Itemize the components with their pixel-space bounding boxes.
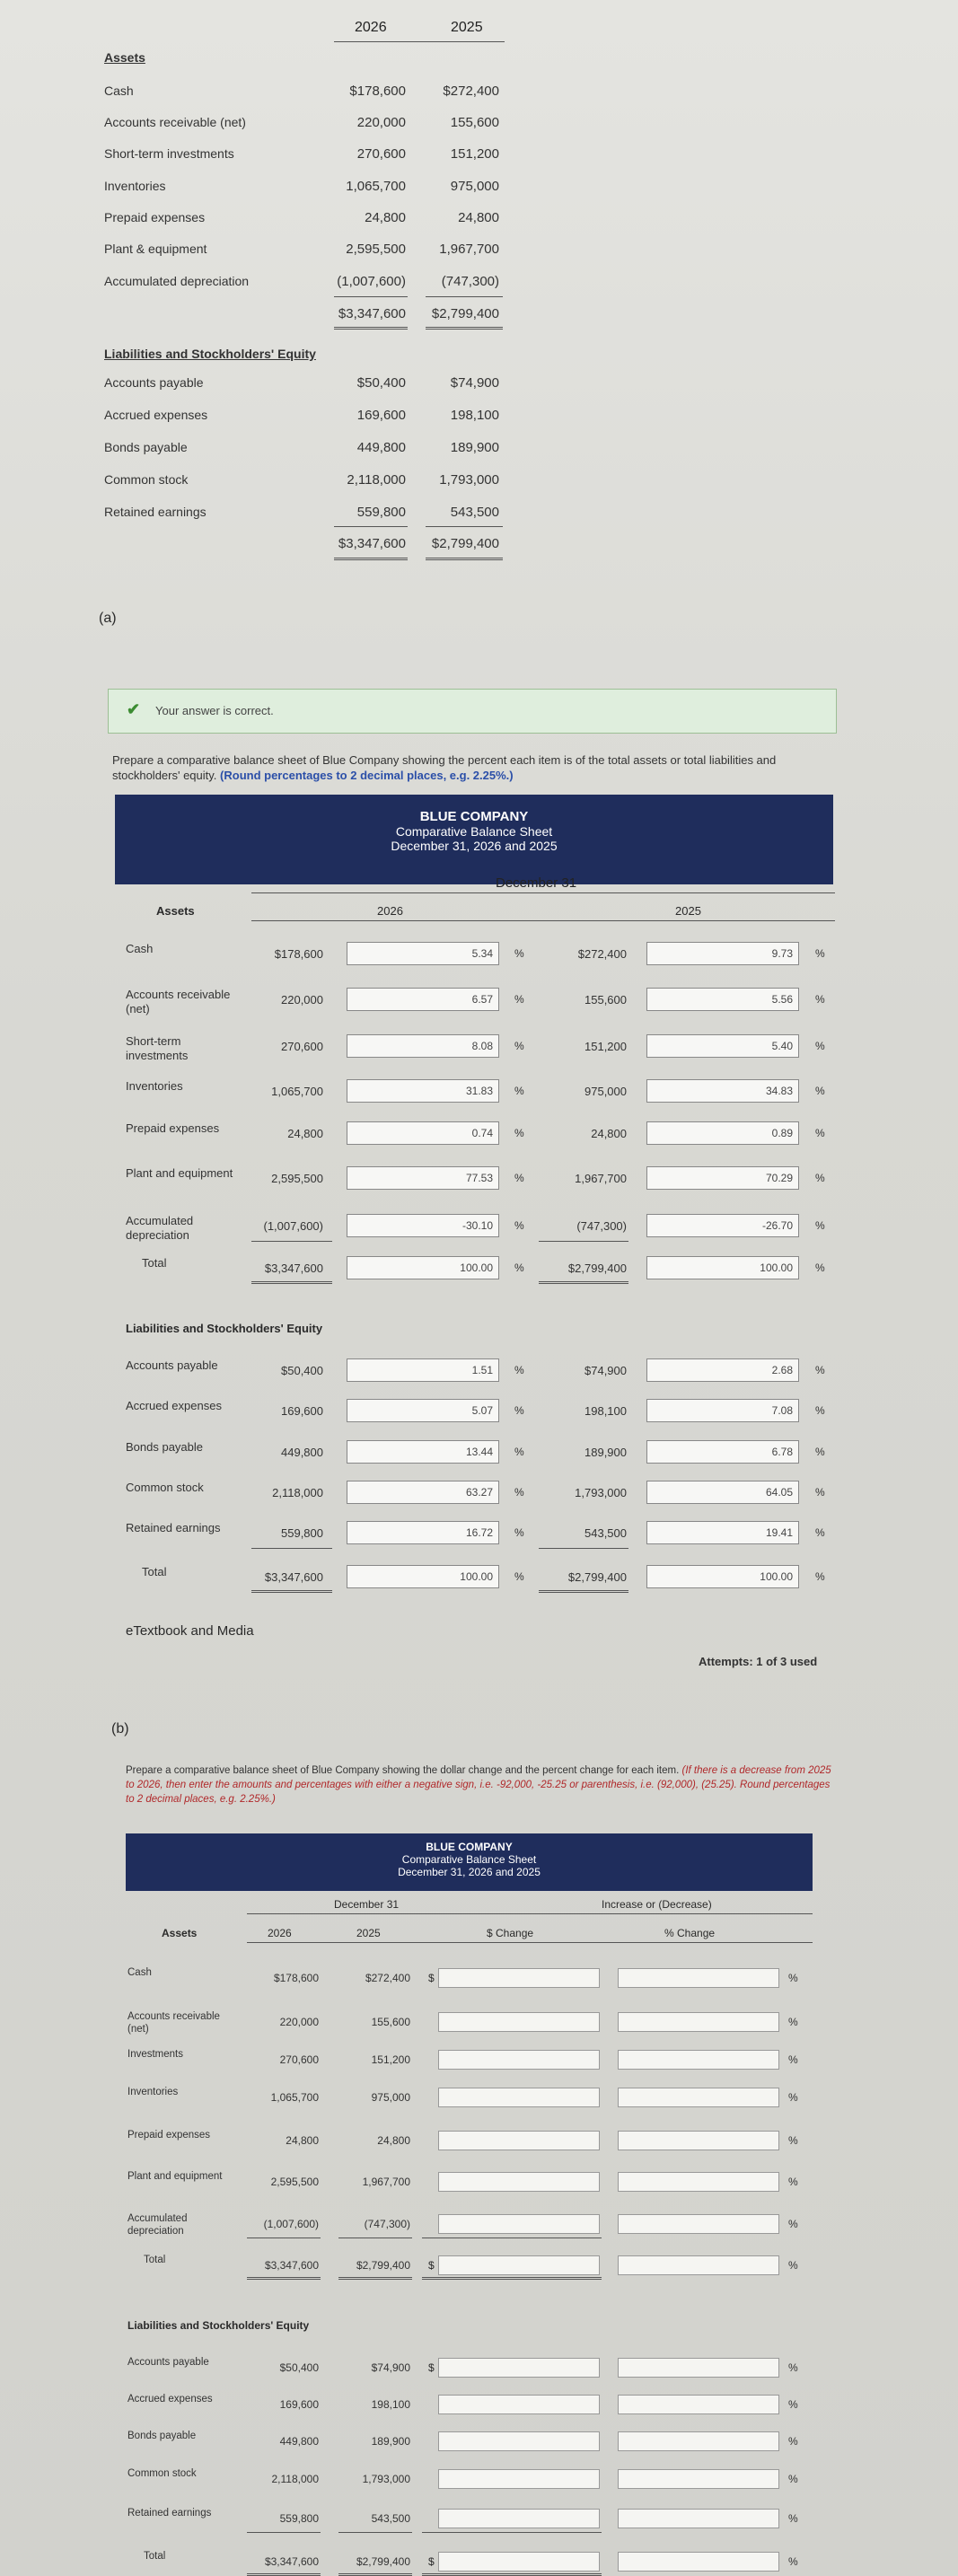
part-b-amount-2026: 449,800 (279, 2435, 319, 2448)
part-a-amount-2026: 449,800 (281, 1446, 323, 1459)
part-a-year-rule (251, 920, 835, 921)
part-a-amount-2026: $3,347,600 (264, 1262, 323, 1275)
part-b-amount-2025: 198,100 (371, 2398, 410, 2411)
part-a-pct-sign: % (815, 1404, 825, 1417)
top-asset-label: Cash (104, 84, 134, 98)
part-b-dollar-change-input[interactable] (438, 2131, 600, 2150)
top-assets-total-2026: $3,347,600 (338, 306, 406, 321)
part-b-row-label: Prepaid expenses (127, 2130, 211, 2141)
top-asset-2026: $178,600 (349, 84, 406, 99)
part-a-pct-2026-input[interactable]: 100.00 (347, 1565, 499, 1588)
part-b-instruction (126, 1763, 835, 1807)
part-b-2025: 2025 (356, 1927, 381, 1939)
top-asset-label: Plant & equipment (104, 242, 207, 256)
part-a-pct-2025-input[interactable]: -26.70 (646, 1214, 799, 1237)
part-b-dollar-change: $ Change (487, 1927, 534, 1939)
part-b-amount-2025: 151,200 (371, 2053, 410, 2066)
top-liab-2026: 2,118,000 (347, 472, 406, 488)
part-b-incdec: Increase or (Decrease) (602, 1898, 712, 1911)
part-a-row-label: Accounts payable (126, 1358, 218, 1372)
part-a-amount-2025: 975,000 (584, 1085, 627, 1098)
part-b-dollar-change-input[interactable] (438, 2552, 600, 2572)
part-b-instruction-red: (If there is a decrease from 2025 to 2026, then enter the amounts and percentages with either a negative sign, i.e. -92,000, -25.25 or parenthesis, i.e. (92,000), (25.25). Round percentages to 2 decimal places, e.g. 2.25%.) (126, 1765, 831, 1805)
part-a-pct-sign: % (815, 1127, 825, 1139)
part-a-row-label: Total (142, 1565, 167, 1578)
part-a-pct-sign: % (815, 1219, 825, 1232)
part-b-row-label: Accrued expenses (127, 2394, 213, 2405)
top-header-rule (334, 41, 505, 42)
part-b-dollar-change-input[interactable] (438, 2012, 600, 2032)
part-a-title: Comparative Balance Sheet (395, 824, 553, 839)
top-liab-label: Bonds payable (104, 440, 188, 454)
part-b-dollar-sign: $ (428, 1972, 435, 1984)
part-a-amount-2026: $3,347,600 (264, 1570, 323, 1584)
part-b-pct-sign: % (788, 2512, 798, 2525)
top-asset-rule-2025 (426, 296, 503, 297)
part-a-row-label: Accrued expenses (126, 1399, 222, 1412)
part-a-pct-2025-input[interactable]: 7.08 (646, 1399, 799, 1422)
part-a-pct-2026-input[interactable]: 5.34 (347, 942, 499, 965)
part-a-pct-2026-input[interactable]: 100.00 (347, 1256, 499, 1279)
part-b-row-label: Cash (127, 1967, 152, 1978)
part-a-pct-2025-input[interactable]: 64.05 (646, 1481, 799, 1504)
part-b-dollar-sign: $ (428, 2555, 435, 2568)
part-b-total-rule (247, 2277, 321, 2280)
part-a-amount-2025: $2,799,400 (567, 1262, 627, 1275)
top-liab-label: Common stock (104, 472, 189, 487)
top-asset-2025: 975,000 (450, 179, 499, 194)
part-b-row-label: Accounts payable (127, 2357, 209, 2368)
top-asset-2026: 2,595,500 (346, 242, 406, 257)
part-a-pct-sign: % (514, 1404, 524, 1417)
part-a-total-rule-2026 (251, 1590, 332, 1593)
part-b-amount-2025: $272,400 (365, 1972, 410, 1984)
top-asset-2026: 270,600 (356, 146, 406, 162)
top-liab-label: Retained earnings (104, 505, 207, 519)
part-b-dollar-change-input[interactable] (438, 2395, 600, 2414)
part-a-pct-sign: % (815, 947, 825, 960)
part-b-year-rule (247, 1942, 813, 1943)
part-b-amount-2026: $3,347,600 (264, 2555, 319, 2568)
part-b-amount-2025: 155,600 (371, 2016, 410, 2028)
part-a-subtotal-rule (251, 1241, 332, 1242)
part-a-row-label: Short-term investments (126, 1034, 189, 1062)
part-a-dec31-rule (251, 892, 835, 893)
top-col-2025: 2025 (451, 20, 483, 35)
part-a-amount-2025: 151,200 (584, 1040, 627, 1053)
part-a-pct-sign: % (514, 993, 524, 1006)
part-a-amount-2025: 1,967,700 (575, 1172, 627, 1185)
part-a-pct-sign: % (514, 1127, 524, 1139)
part-b-amount-2025: 1,793,000 (362, 2473, 410, 2485)
top-asset-label: Accumulated depreciation (104, 274, 250, 288)
part-a-amount-2025: 198,100 (584, 1404, 627, 1418)
part-a-instruction-hint: (Round percentages to 2 decimal places, e.g. 2.25%.) (220, 769, 514, 782)
part-a-pct-2026-input[interactable]: 6.57 (347, 988, 499, 1011)
top-liab-label: Accounts payable (104, 375, 204, 390)
part-a-amount-2026: $50,400 (281, 1364, 323, 1377)
part-b-amount-2026: 2,595,500 (270, 2176, 319, 2188)
part-b-pct-sign: % (788, 2218, 798, 2230)
top-liab-2026: 449,800 (356, 440, 406, 455)
part-b-amount-2026: 270,600 (279, 2053, 319, 2066)
top-liab-2026: $50,400 (356, 375, 406, 391)
top-asset-2025: $272,400 (443, 84, 499, 99)
part-b-dollar-change-input[interactable] (438, 2214, 600, 2234)
part-b-total-rule (338, 2277, 412, 2280)
part-b-amount-2025: 975,000 (371, 2091, 410, 2104)
top-liabs-total-2025: $2,799,400 (431, 536, 499, 551)
top-asset-2025: (747,300) (441, 274, 499, 289)
part-b-pct-sign: % (788, 2134, 798, 2147)
top-liab-2025: $74,900 (450, 375, 499, 391)
top-asset-2026: 24,800 (365, 210, 406, 225)
part-b-pct-change-input[interactable] (618, 2255, 779, 2275)
part-b-dollar-change-input[interactable] (438, 2431, 600, 2451)
part-b-row-label: Accumulated depreciation (127, 2213, 188, 2237)
part-a-pct-sign: % (514, 1486, 524, 1499)
part-b-row-label: Total (144, 2551, 166, 2562)
part-a-pct-2026-input[interactable]: 13.44 (347, 1440, 499, 1464)
part-a-pct-sign: % (514, 1219, 524, 1232)
part-b-amount-2026: $3,347,600 (264, 2259, 319, 2272)
top-asset-2025: 24,800 (458, 210, 499, 225)
part-a-pct-sign: % (514, 947, 524, 960)
attempts-counter: Attempts: 1 of 3 used (699, 1655, 818, 1668)
part-a-amount-2025: $2,799,400 (567, 1570, 627, 1584)
part-b-pct-change: % Change (664, 1927, 716, 1939)
part-a-pct-2026-input[interactable]: 16.72 (347, 1521, 499, 1544)
part-a-pct-2026-input[interactable]: 31.83 (347, 1079, 499, 1103)
part-a-pct-sign: % (815, 1172, 825, 1184)
part-a-subtotal-rule (539, 1548, 628, 1549)
part-b-assets-heading: Assets (162, 1927, 198, 1939)
part-a-assets-heading: Assets (156, 904, 195, 918)
top-liab-heading: Liabilities and Stockholders' Equity (104, 347, 316, 361)
part-b-dollar-sign: $ (428, 2259, 435, 2272)
top-asset-2025: 1,967,700 (439, 242, 499, 257)
part-b-amount-2025: $2,799,400 (356, 2555, 410, 2568)
part-a-header (115, 795, 833, 884)
part-b-pct-change-input[interactable] (618, 2214, 779, 2234)
part-b-row-label: Plant and equipment (127, 2171, 223, 2182)
part-b-row-label: Retained earnings (127, 2508, 212, 2519)
part-a-row-label: Total (142, 1256, 167, 1270)
part-a-row-label: Common stock (126, 1481, 204, 1494)
top-asset-2026: (1,007,600) (337, 274, 406, 289)
part-a-date: December 31, 2026 and 2025 (391, 839, 558, 853)
part-b-subtotal-rule (338, 2532, 412, 2533)
part-a-subtotal-rule (539, 1241, 628, 1242)
part-b-amount-2025: $2,799,400 (356, 2259, 410, 2272)
top-liab-total-rule-2026 (334, 558, 408, 560)
part-a-pct-sign: % (514, 1570, 524, 1583)
part-b-pct-change-input[interactable] (618, 2050, 779, 2070)
part-b-pct-sign: % (788, 2555, 798, 2568)
part-b-row-label: Inventories (127, 2087, 179, 2097)
part-a-pct-2025-input[interactable]: 34.83 (646, 1079, 799, 1103)
part-a-amount-2026: 169,600 (281, 1404, 323, 1418)
part-a-amount-2025: (747,300) (576, 1219, 627, 1233)
part-a-row-label: Plant and equipment (126, 1166, 233, 1180)
part-a-2026: 2026 (377, 904, 403, 918)
part-b-pct-change-input[interactable] (618, 2509, 779, 2528)
part-a-label: (a) (99, 611, 117, 626)
part-b-amount-2025: 1,967,700 (362, 2176, 410, 2188)
part-b-title: Comparative Balance Sheet (401, 1853, 537, 1866)
part-b-row-label: Investments (127, 2049, 183, 2060)
part-b-liab-heading: Liabilities and Stockholders' Equity (127, 2319, 310, 2332)
top-assets-heading: Assets (104, 50, 145, 65)
part-b-pct-sign: % (788, 2435, 798, 2448)
part-b-dec31: December 31 (334, 1898, 400, 1911)
part-a-pct-sign: % (514, 1364, 524, 1376)
top-liab-rule-2026 (334, 526, 408, 527)
part-a-pct-sign: % (514, 1040, 524, 1052)
part-b-pct-sign: % (788, 2398, 798, 2411)
part-a-amount-2025: 24,800 (591, 1127, 627, 1140)
top-assets-total-2025: $2,799,400 (431, 306, 499, 321)
part-a-instruction-text: Prepare a comparative balance sheet of Blue Company showing the percent each item is of the total assets or total liabilities and stockholders' equity. (112, 753, 777, 782)
part-a-amount-2026: 270,600 (281, 1040, 323, 1053)
part-a-pct-2025-input[interactable]: 100.00 (646, 1256, 799, 1279)
part-b-amount-2026: 169,600 (279, 2398, 319, 2411)
top-asset-rule-2026 (334, 296, 408, 297)
part-b-pct-change-input[interactable] (618, 2131, 779, 2150)
part-a-pct-sign: % (514, 1262, 524, 1274)
part-a-pct-sign: % (815, 1262, 825, 1274)
part-b-amount-2026: 1,065,700 (270, 2091, 319, 2104)
top-liab-2025: 189,900 (450, 440, 499, 455)
part-a-amount-2025: 189,900 (584, 1446, 627, 1459)
part-a-total-rule-2025 (539, 1281, 628, 1284)
part-b-amount-2026: 559,800 (279, 2512, 319, 2525)
part-a-total-rule-2025 (539, 1590, 628, 1593)
part-b-row-label: Total (144, 2255, 166, 2265)
part-a-row-label: Bonds payable (126, 1440, 204, 1454)
part-b-pct-sign: % (788, 1972, 798, 1984)
etextbook-link[interactable]: eTextbook and Media (126, 1623, 254, 1639)
part-a-dec31: December 31 (496, 875, 577, 891)
part-b-dollar-change-input[interactable] (438, 1968, 600, 1988)
part-b-row-label: Accounts receivable (net) (127, 2011, 220, 2035)
part-a-amount-2026: (1,007,600) (263, 1219, 323, 1233)
part-a-pct-2025-input[interactable]: 5.40 (646, 1034, 799, 1058)
part-b-pct-sign: % (788, 2259, 798, 2272)
correct-banner (108, 689, 837, 734)
part-a-row-label: Prepaid expenses (126, 1121, 220, 1135)
part-b-pct-change-input[interactable] (618, 2431, 779, 2451)
top-asset-2025: 155,600 (450, 115, 499, 130)
part-a-row-label: Cash (126, 942, 154, 955)
part-a-pct-sign: % (815, 1486, 825, 1499)
part-a-pct-sign: % (815, 1446, 825, 1458)
check-icon: ✔ (127, 700, 141, 718)
top-liab-2025: 543,500 (450, 505, 499, 520)
top-liab-2026: 559,800 (356, 505, 406, 520)
part-a-amount-2025: $74,900 (584, 1364, 627, 1377)
part-a-row-label: Accumulated depreciation (126, 1214, 194, 1242)
part-b-amount-2026: $50,400 (279, 2361, 319, 2374)
top-liab-2026: 169,600 (356, 408, 406, 423)
part-b-pct-change-input[interactable] (618, 2358, 779, 2378)
part-a-pct-sign: % (815, 1040, 825, 1052)
part-b-amount-2026: $178,600 (273, 1972, 319, 1984)
part-a-pct-sign: % (514, 1085, 524, 1097)
part-a-pct-2026-input[interactable]: 0.74 (347, 1121, 499, 1145)
part-a-pct-2026-input[interactable]: 63.27 (347, 1481, 499, 1504)
part-b-pct-sign: % (788, 2091, 798, 2104)
top-liabs-total-2026: $3,347,600 (338, 536, 406, 551)
part-b-pct-change-input[interactable] (618, 2469, 779, 2489)
part-a-pct-2026-input[interactable]: 1.51 (347, 1358, 499, 1382)
top-asset-2026: 1,065,700 (346, 179, 406, 194)
part-b-amount-2026: 2,118,000 (271, 2473, 319, 2485)
part-b-label: (b) (111, 1721, 129, 1736)
part-a-pct-sign: % (815, 993, 825, 1006)
part-b-pct-sign: % (788, 2016, 798, 2028)
part-b-amount-2025: 543,500 (371, 2512, 410, 2525)
part-b-2026: 2026 (268, 1927, 292, 1939)
part-a-pct-sign: % (815, 1526, 825, 1539)
part-b-pct-change-input[interactable] (618, 2552, 779, 2572)
part-a-pct-sign: % (815, 1364, 825, 1376)
part-a-amount-2026: 2,118,000 (272, 1486, 323, 1499)
part-a-pct-sign: % (815, 1085, 825, 1097)
top-liab-label: Accrued expenses (104, 408, 208, 422)
top-asset-total-rule-2025 (426, 327, 503, 330)
part-b-amount-2026: 220,000 (279, 2016, 319, 2028)
top-asset-label: Inventories (104, 179, 166, 193)
top-asset-2026: 220,000 (356, 115, 406, 130)
part-b-pct-sign: % (788, 2361, 798, 2374)
part-a-subtotal-rule (251, 1548, 332, 1549)
part-b-instruction-text: Prepare a comparative balance sheet of Blue Company showing the dollar change and the percent change for each item. (126, 1765, 680, 1776)
part-b-pct-sign: % (788, 2176, 798, 2188)
part-b-amount-2025: $74,900 (371, 2361, 410, 2374)
part-b-amount-2026: 24,800 (286, 2134, 319, 2147)
part-a-amount-2026: 559,800 (281, 1526, 323, 1540)
part-a-amount-2026: 1,065,700 (271, 1085, 323, 1098)
part-a-pct-2025-input[interactable]: 19.41 (646, 1521, 799, 1544)
part-b-pct-change-input[interactable] (618, 2012, 779, 2032)
part-b-subtotal-rule (247, 2532, 321, 2533)
part-a-pct-2026-input[interactable]: 8.08 (347, 1034, 499, 1058)
part-a-pct-sign: % (815, 1570, 825, 1583)
part-b-amount-2025: 24,800 (377, 2134, 410, 2147)
part-a-amount-2025: $272,400 (577, 947, 627, 961)
part-a-amount-2026: 2,595,500 (271, 1172, 323, 1185)
part-a-amount-2025: 155,600 (584, 993, 627, 1007)
part-b-dollar-change-input[interactable] (438, 2469, 600, 2489)
part-b-dollar-change-input[interactable] (438, 2050, 600, 2070)
part-a-row-label: Accounts receivable (net) (126, 988, 231, 1015)
part-a-total-rule-2026 (251, 1281, 332, 1284)
part-a-pct-2025-input[interactable]: 6.78 (646, 1440, 799, 1464)
part-a-row-label: Inventories (126, 1079, 183, 1093)
part-a-amount-2026: 24,800 (287, 1127, 323, 1140)
part-b-pct-change-input[interactable] (618, 1968, 779, 1988)
part-a-amount-2025: 1,793,000 (575, 1486, 627, 1499)
top-asset-total-rule-2026 (334, 327, 408, 330)
part-b-dec31-rule (247, 1913, 813, 1914)
part-a-pct-2025-input[interactable]: 9.73 (646, 942, 799, 965)
part-a-liab-heading: Liabilities and Stockholders' Equity (126, 1322, 323, 1335)
part-b-company: BLUE COMPANY (426, 1841, 513, 1853)
part-b-total-rule (422, 2277, 602, 2280)
part-b-row-label: Common stock (127, 2468, 197, 2479)
part-b-dollar-change-input[interactable] (438, 2088, 600, 2107)
part-b-dollar-change-input[interactable] (438, 2358, 600, 2378)
part-b-pct-change-input[interactable] (618, 2172, 779, 2192)
part-b-dollar-change-input[interactable] (438, 2255, 600, 2275)
part-b-pct-change-input[interactable] (618, 2088, 779, 2107)
part-b-dollar-sign: $ (428, 2361, 435, 2374)
part-a-row-label: Retained earnings (126, 1521, 221, 1534)
part-b-amount-2025: (747,300) (364, 2218, 410, 2230)
part-b-dollar-change-input[interactable] (438, 2172, 600, 2192)
part-a-pct-2026-input[interactable]: -30.10 (347, 1214, 499, 1237)
top-asset-label: Accounts receivable (net) (104, 115, 246, 129)
part-a-pct-sign: % (514, 1446, 524, 1458)
part-b-amount-2025: 189,900 (371, 2435, 410, 2448)
part-b-date: December 31, 2026 and 2025 (398, 1866, 541, 1878)
part-a-company: BLUE COMPANY (419, 809, 529, 824)
part-a-2025: 2025 (675, 904, 701, 918)
part-a-pct-2025-input[interactable]: 5.56 (646, 988, 799, 1011)
top-asset-label: Short-term investments (104, 146, 234, 161)
part-a-pct-sign: % (514, 1172, 524, 1184)
part-a-pct-2025-input[interactable]: 0.89 (646, 1121, 799, 1145)
part-a-pct-2026-input[interactable]: 77.53 (347, 1166, 499, 1190)
part-b-pct-change-input[interactable] (618, 2395, 779, 2414)
part-a-pct-2025-input[interactable]: 2.68 (646, 1358, 799, 1382)
part-b-pct-sign: % (788, 2473, 798, 2485)
top-liab-rule-2025 (426, 526, 503, 527)
top-liab-2025: 1,793,000 (439, 472, 499, 488)
part-a-amount-2026: 220,000 (281, 993, 323, 1007)
part-b-amount-2026: (1,007,600) (263, 2218, 319, 2230)
part-a-amount-2025: 543,500 (584, 1526, 627, 1540)
part-a-pct-2026-input[interactable]: 5.07 (347, 1399, 499, 1422)
top-col-2026: 2026 (355, 20, 387, 35)
top-asset-2025: 151,200 (450, 146, 499, 162)
part-a-instruction (112, 752, 839, 783)
top-liab-2025: 198,100 (450, 408, 499, 423)
part-a-pct-2025-input[interactable]: 100.00 (646, 1565, 799, 1588)
top-asset-label: Prepaid expenses (104, 210, 206, 224)
correct-message: Your answer is correct. (155, 704, 274, 717)
part-b-row-label: Bonds payable (127, 2431, 197, 2441)
top-liab-total-rule-2025 (426, 558, 503, 560)
part-a-amount-2026: $178,600 (274, 947, 323, 961)
part-b-dollar-change-input[interactable] (438, 2509, 600, 2528)
part-b-pct-sign: % (788, 2053, 798, 2066)
part-a-pct-2025-input[interactable]: 70.29 (646, 1166, 799, 1190)
part-b-header (126, 1833, 813, 1891)
part-a-pct-sign: % (514, 1526, 524, 1539)
part-b-subtotal-rule (422, 2532, 602, 2533)
